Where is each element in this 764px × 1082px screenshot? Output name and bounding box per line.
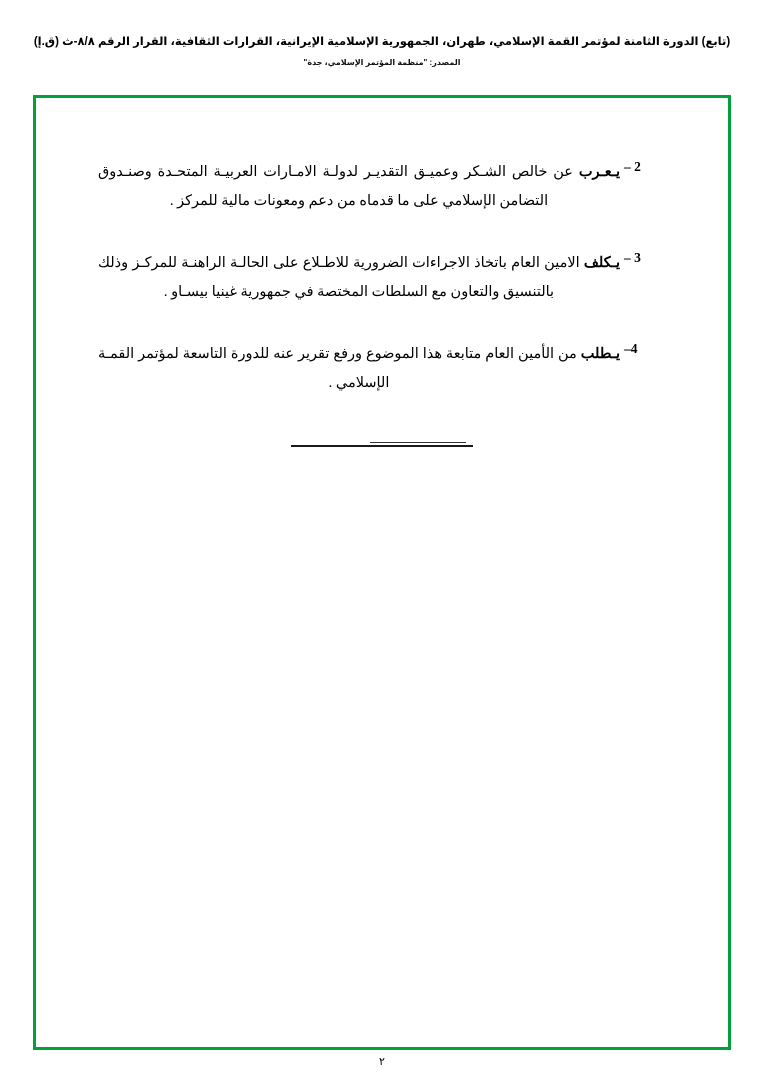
- clause-item: [98, 340, 666, 398]
- clause-number: 3 –: [624, 250, 641, 265]
- separator-line: [291, 445, 473, 447]
- clause-number: 4–: [624, 341, 638, 356]
- clause-body-text: من الأمين العام متابعة هذا الموضوع ورفع تقرير عنه للدورة التاسعة لمؤتمر القمـة الإسلامي .: [98, 346, 581, 391]
- clause-lead-word: يـكلف: [583, 255, 620, 271]
- clause-text: [98, 340, 620, 398]
- clause-number: 2 –: [624, 159, 641, 174]
- clause-item: [98, 249, 666, 307]
- document-body: [98, 158, 666, 461]
- clause-text: [98, 158, 620, 216]
- page-header: [0, 34, 764, 67]
- separator-line-thin: [370, 442, 466, 443]
- clause-body-text: عن خالص الشـكر وعميـق التقديـر لدولـة الامـارات العربيـة المتحـدة وصنـدوق التضامن الإسلامي على ما قدماه من دعم ومعونات مالية للمركز .: [98, 164, 579, 209]
- clause-text: [98, 249, 620, 307]
- section-separator: [98, 431, 666, 461]
- page-footer: [0, 1055, 764, 1068]
- clause-lead-word: يـعـرب: [578, 164, 620, 180]
- clause-body-text: الامين العام باتخاذ الاجراءات الضرورية للاطـلاع على الحالـة الراهنـة للمركـز وذلك بالتنسيق والتعاون مع السلطات المختصة في جمهورية غينيا بيسـاو .: [98, 255, 584, 300]
- green-border-frame: [33, 95, 731, 1050]
- header-source: المصدر: "منظمة المؤتمر الإسلامي، جدة": [303, 58, 461, 68]
- clause-lead-word: يـطلب: [580, 346, 620, 362]
- page-number: ٢: [379, 1056, 385, 1068]
- clause-item: [98, 158, 666, 216]
- header-title: (تابع) الدورة الثامنة لمؤتمر القمة الإسلامي، طهران، الجمهورية الإسلامية الإيرانية، القرارات الثقافية، القرار الرقم ٨/٨-ث (ق.إ): [33, 36, 731, 48]
